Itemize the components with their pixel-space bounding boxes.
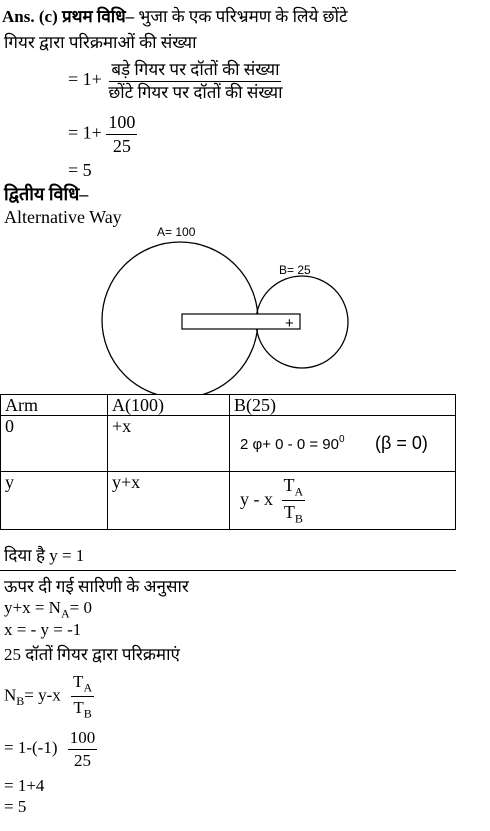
- table-header-a: A(100): [108, 395, 230, 416]
- table-cell-arm: 0: [1, 416, 108, 472]
- divider: [0, 570, 456, 571]
- gear-a-label: A= 100: [157, 225, 196, 239]
- solution-calc: = 1-(-1) $\frac{100}{25}$: [4, 728, 96, 770]
- method2-heading: द्वितीय विधि–: [4, 184, 89, 204]
- eq1-numerator: बड़े गियर पर दॉतों की संख्या: [109, 60, 281, 82]
- eq2-denominator: 25: [112, 135, 131, 156]
- method1-result: = 5: [68, 160, 92, 180]
- method1-equation-2: [68, 112, 137, 156]
- table-row: [1, 472, 456, 530]
- eq1-denominator: छोंटे गियर पर दॉतों की संख्या: [108, 82, 283, 102]
- eq2-fraction: [106, 112, 137, 156]
- table-cell-arm: y: [1, 472, 108, 530]
- eq1-lhs: = 1+: [68, 69, 102, 90]
- eq1-fraction: [106, 60, 284, 102]
- solution-line-4: 25 दॉतों गियर द्वारा परिक्रमाएं: [4, 645, 180, 664]
- table-header-row: [1, 395, 456, 416]
- solution-line-a: = 1+4: [4, 776, 45, 795]
- eq2-lhs: = 1+: [68, 122, 102, 143]
- method1-heading: प्रथम विधि–: [61, 7, 135, 26]
- calc-fraction: $\frac{100}{25}$: [69, 728, 96, 770]
- method1-equation-1: [68, 60, 285, 102]
- answer-prefix: Ans.: [2, 7, 35, 26]
- pivot-plus-mark: +: [285, 315, 294, 332]
- solution-line-b: = 5: [4, 797, 27, 816]
- solution-line-3: x = - y = -1: [4, 620, 82, 639]
- table-cell-a: y+x: [108, 472, 230, 530]
- row1-b-equation: 2 φ+ 0 - 0 = 90: [240, 436, 339, 453]
- answer-heading-line: [2, 4, 348, 27]
- eq2-numerator: 100: [106, 112, 137, 135]
- method1-text: भुजा के एक परिभ्रमण के लिये छोंटे: [138, 7, 348, 26]
- row2-b-numerator: $T_A$: [282, 475, 306, 501]
- gear-diagram: [0, 225, 490, 395]
- table-cell-a: +x: [108, 416, 230, 472]
- method2-subheading: Alternative Way: [4, 207, 122, 227]
- given-statement: दिया है y = 1: [4, 546, 85, 565]
- answer-option: (c): [38, 7, 58, 26]
- table-cell-b: [230, 416, 456, 472]
- arm-bar: [182, 314, 300, 329]
- table-cell-b: [230, 472, 456, 530]
- solution-nb-equation: $N_B= y-x$ $\frac{T_A}{T_B}$: [4, 672, 93, 721]
- row2-b-fraction: [282, 475, 306, 527]
- table-row: [1, 416, 456, 472]
- table-header-arm: Arm: [1, 395, 108, 416]
- row2-b-denominator: $T_B$: [283, 502, 303, 526]
- solution-line-1: ऊपर दी गई सारिणी के अनुसार: [4, 577, 189, 596]
- solution-line-2: $y+x = N_A= 0$: [4, 598, 92, 621]
- method1-text-line2: गियर द्वारा परिक्रमाओं की संख्या: [4, 33, 197, 52]
- row2-b-prefix: y - x: [240, 488, 273, 509]
- arm-table: [0, 394, 456, 530]
- nb-fraction: $\frac{T_A}{T_B}$: [73, 672, 93, 721]
- table-header-b: B(25): [230, 395, 456, 416]
- gear-b-label: B= 25: [279, 263, 311, 277]
- row1-b-degree: 0: [338, 434, 345, 445]
- row1-b-beta: (β = 0): [375, 433, 428, 453]
